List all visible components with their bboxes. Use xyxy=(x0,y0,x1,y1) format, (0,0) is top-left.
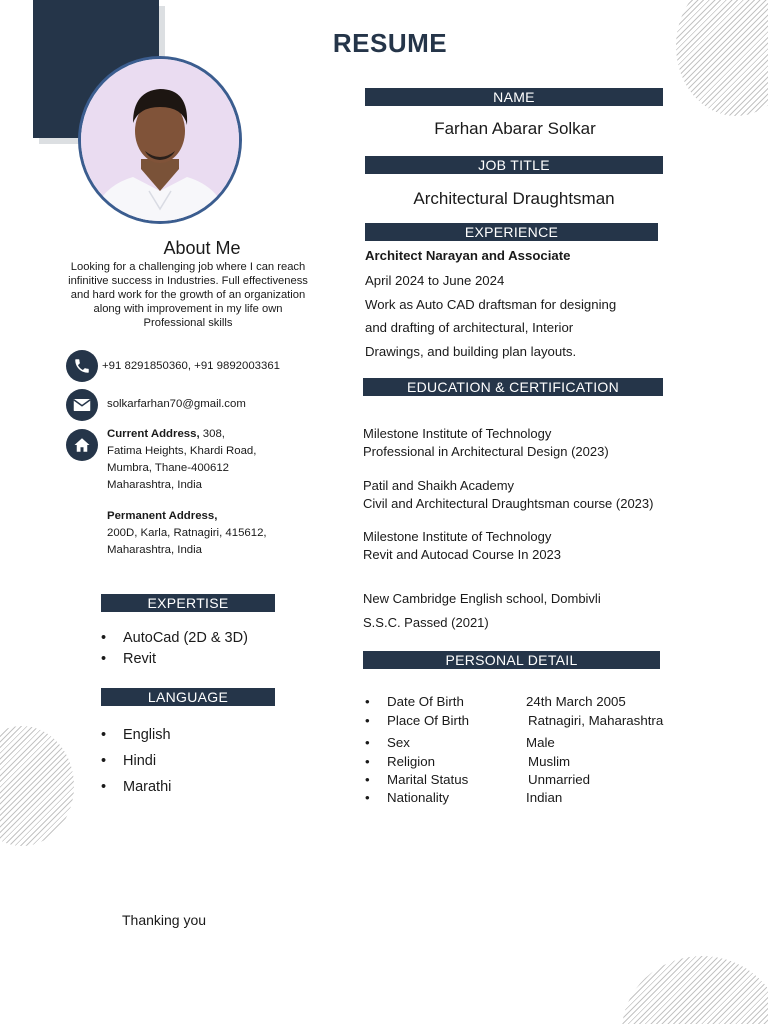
education-entry xyxy=(363,587,683,635)
about-text: Looking for a challenging job where I can reach infinitive success in Industries. Full effectiveness and hard work for the growth of an organization along with improvement in my life own Professional skills xyxy=(68,261,308,329)
education-detail: Professional in Architectural Design (2023) xyxy=(363,444,609,459)
email-icon xyxy=(66,389,98,421)
experience-heading: EXPERIENCE xyxy=(365,223,658,241)
hatch-circle-left xyxy=(0,726,74,846)
experience-line: and drafting of architectural, Interior xyxy=(365,320,574,335)
personal-row: • Marital Status Unmarried xyxy=(365,772,591,787)
hatch-circle-top-right xyxy=(676,0,768,116)
personal-row: • Nationality Indian xyxy=(365,790,563,805)
education-heading: EDUCATION & CERTIFICATION xyxy=(363,378,663,396)
current-address-line: Fatima Heights, Khardi Road, xyxy=(107,445,257,457)
expertise-heading: EXPERTISE xyxy=(101,594,275,612)
experience-company: Architect Narayan and Associate xyxy=(365,248,571,263)
hatch-circle-bottom-right xyxy=(622,956,768,1024)
profile-photo xyxy=(78,56,242,224)
permanent-address xyxy=(107,508,267,559)
education-detail: Civil and Architectural Draughtsman course (2023) xyxy=(363,496,654,511)
experience-section xyxy=(365,249,665,363)
job-title: Architectural Draughtsman xyxy=(413,189,615,208)
closing-text: Thanking you xyxy=(122,912,207,928)
about-heading: About Me xyxy=(163,238,241,258)
experience-line: Drawings, and building plan layouts. xyxy=(365,343,577,359)
experience-line: Work as Auto CAD draftsman for designing xyxy=(365,296,617,312)
current-address-line: Mumbra, Thane-400612 xyxy=(107,462,229,474)
education-entry xyxy=(363,425,683,461)
permanent-address-line: Maharashtra, India xyxy=(107,544,202,556)
language-heading: LANGUAGE xyxy=(101,688,275,706)
current-address-line: Maharashtra, India xyxy=(107,479,202,491)
personal-detail-heading: PERSONAL DETAIL xyxy=(363,651,660,669)
page-title: RESUME xyxy=(332,28,448,58)
phone-text: +91 8291850360, +91 9892003361 xyxy=(102,360,281,372)
education-entry xyxy=(363,477,683,513)
home-icon xyxy=(66,429,98,461)
full-name: Farhan Abarar Solkar xyxy=(434,119,596,138)
email-text[interactable]: solkarfarhan70@gmail.com xyxy=(107,398,246,410)
personal-row: • Date Of Birth 24th March 2005 xyxy=(365,694,626,709)
education-entry xyxy=(363,528,683,564)
education-institute: New Cambridge English school, Dombivli xyxy=(363,591,601,606)
person-portrait-icon xyxy=(81,59,239,221)
permanent-address-line: 200D, Karla, Ratnagiri, 415612, xyxy=(107,527,267,539)
name-heading: NAME xyxy=(365,88,663,106)
job-title-heading: JOB TITLE xyxy=(365,156,663,174)
education-detail: S.S.C. Passed (2021) xyxy=(363,615,489,630)
current-address-label: Current Address, xyxy=(107,428,200,440)
resume-page: RESUME About Me Looking for a challenging job where I can reach infinitive success in Industries. Full effectiveness and hard work for the growth of an organization along with improvement in my life own Professional skills +91 8291850360, +91 9892003361 solkarfarhan70@gmail.com Current Address, 308, Fatima Heights, Khardi Road, Mumbra, Thane-400612 Maharashtra, India Permanent Address, 200D, Karla, Ratnagiri, 415612, Maharashtra, India EXPERTISE • AutoCad (2D & 3D) • Revit LANGUAGE • English • Hindi • Marathi NAME Farhan Abarar Solkar JOB TITLE Architectural Draughtsman EXPERIENCE Architect Narayan and Associate April 2024 to June 2024 Work as Auto CAD draftsman for designing and drafting of architectural, Interior Drawings, and building plan layouts. EDUCATION & CERTIFICATION Milestone Institute of Technology Professional in Architectural Design (2023) Patil and Shaikh Academy Civil and Architectural Draughtsman course (2023) Milestone Institute of Technology Revit and Autocad Course In 2023 New Cambridge English school, Dombivli S.S.C. Passed (2021) PERSONAL DETAIL • Date Of Birth 24th March 2005 • Place Of Birth Ratnagiri, Maharashtra • Sex Male • Religion Muslim • Marital Status Unmarried • Nationality Indian Thanking you xyxy=(0,0,768,1024)
education-institute: Patil and Shaikh Academy xyxy=(363,478,515,493)
permanent-address-label: Permanent Address, xyxy=(107,510,218,522)
phone-icon xyxy=(66,350,98,382)
personal-row: • Place Of Birth Ratnagiri, Maharashtra xyxy=(365,713,664,728)
education-detail: Revit and Autocad Course In 2023 xyxy=(363,547,562,562)
personal-row: • Religion Muslim xyxy=(365,754,571,769)
current-address-line: 308, xyxy=(202,428,225,440)
education-institute: Milestone Institute of Technology xyxy=(363,529,552,544)
current-address xyxy=(107,426,256,494)
experience-period: April 2024 to June 2024 xyxy=(365,273,505,288)
education-institute: Milestone Institute of Technology xyxy=(363,426,552,441)
personal-row: • Sex Male xyxy=(365,735,555,750)
